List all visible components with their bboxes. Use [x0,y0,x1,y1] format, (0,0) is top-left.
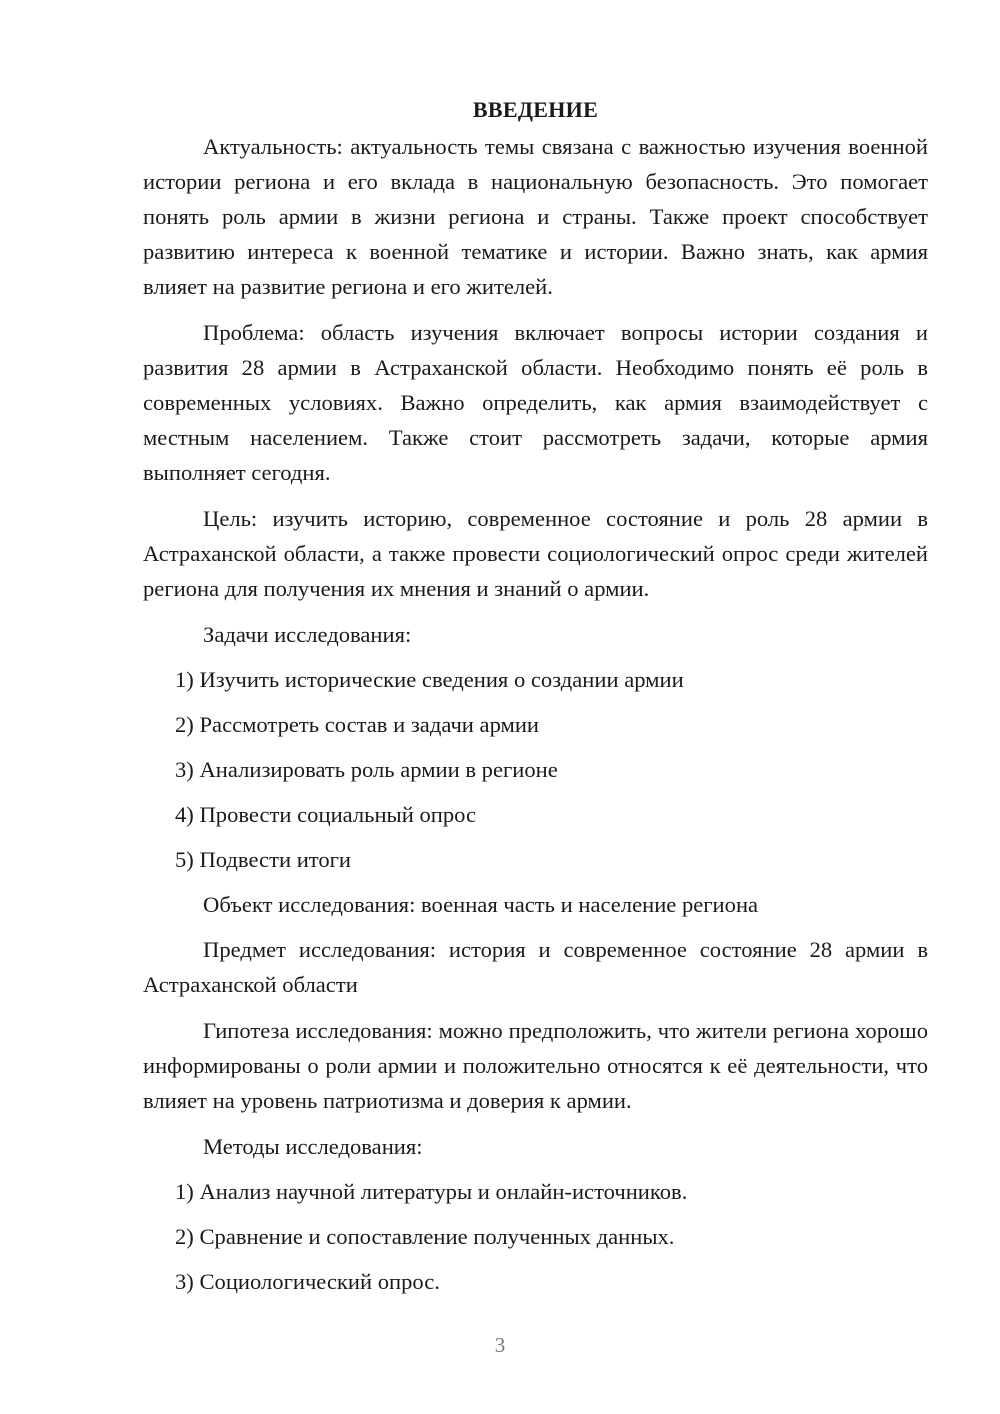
document-page [143,92,928,1309]
method-item: 1) Анализ научной литературы и онлайн-источников. [175,1179,688,1204]
task-item: 1) Изучить исторические сведения о создании армии [175,667,684,692]
relevance-paragraph: Актуальность: актуальность темы связана с важностью изучения военной истории региона и его вклада в национальную безопасность. Это помогает понять роль армии в жизни региона и страны. Также проект способствует развитию интереса к военной тематике и истории. Важно знать, как армия влияет на развитие региона и его жителей. [143,134,928,299]
problem-paragraph: Проблема: область изучения включает вопросы истории создания и развития 28 армии в Астраханской области. Необходимо понять её роль в современных условиях. Важно определить, как армия взаимодействует с местным населением. Также стоит рассмотреть задачи, которые армия выполняет сегодня. [143,320,928,485]
object-paragraph: Объект исследования: военная часть и население региона [203,892,759,917]
method-item: 3) Социологический опрос. [175,1269,440,1294]
task-item: 5) Подвести итоги [175,847,352,872]
page-title: ВВЕДЕНИЕ [472,97,599,122]
task-item: 3) Анализировать роль армии в регионе [175,757,558,782]
task-item: 4) Провести социальный опрос [175,802,477,827]
tasks-heading: Задачи исследования: [203,622,412,647]
page-number: 3 [494,1333,506,1357]
tasks-list [143,662,928,877]
goal-paragraph: Цель: изучить историю, современное состояние и роль 28 армии в Астраханской области, а также провести социологический опрос среди жителей региона для получения их мнения и знаний о армии. [143,506,928,601]
subject-paragraph: Предмет исследования: история и современное состояние 28 армии в Астраханской области [143,937,928,997]
method-item: 2) Сравнение и сопоставление полученных данных. [175,1224,675,1249]
methods-heading: Методы исследования: [203,1134,423,1159]
methods-list [143,1174,928,1299]
hypothesis-paragraph: Гипотеза исследования: можно предположить, что жители региона хорошо информированы о роли армии и положительно относятся к её деятельности, что влияет на уровень патриотизма и доверия к армии. [143,1018,928,1113]
task-item: 2) Рассмотреть состав и задачи армии [175,712,540,737]
